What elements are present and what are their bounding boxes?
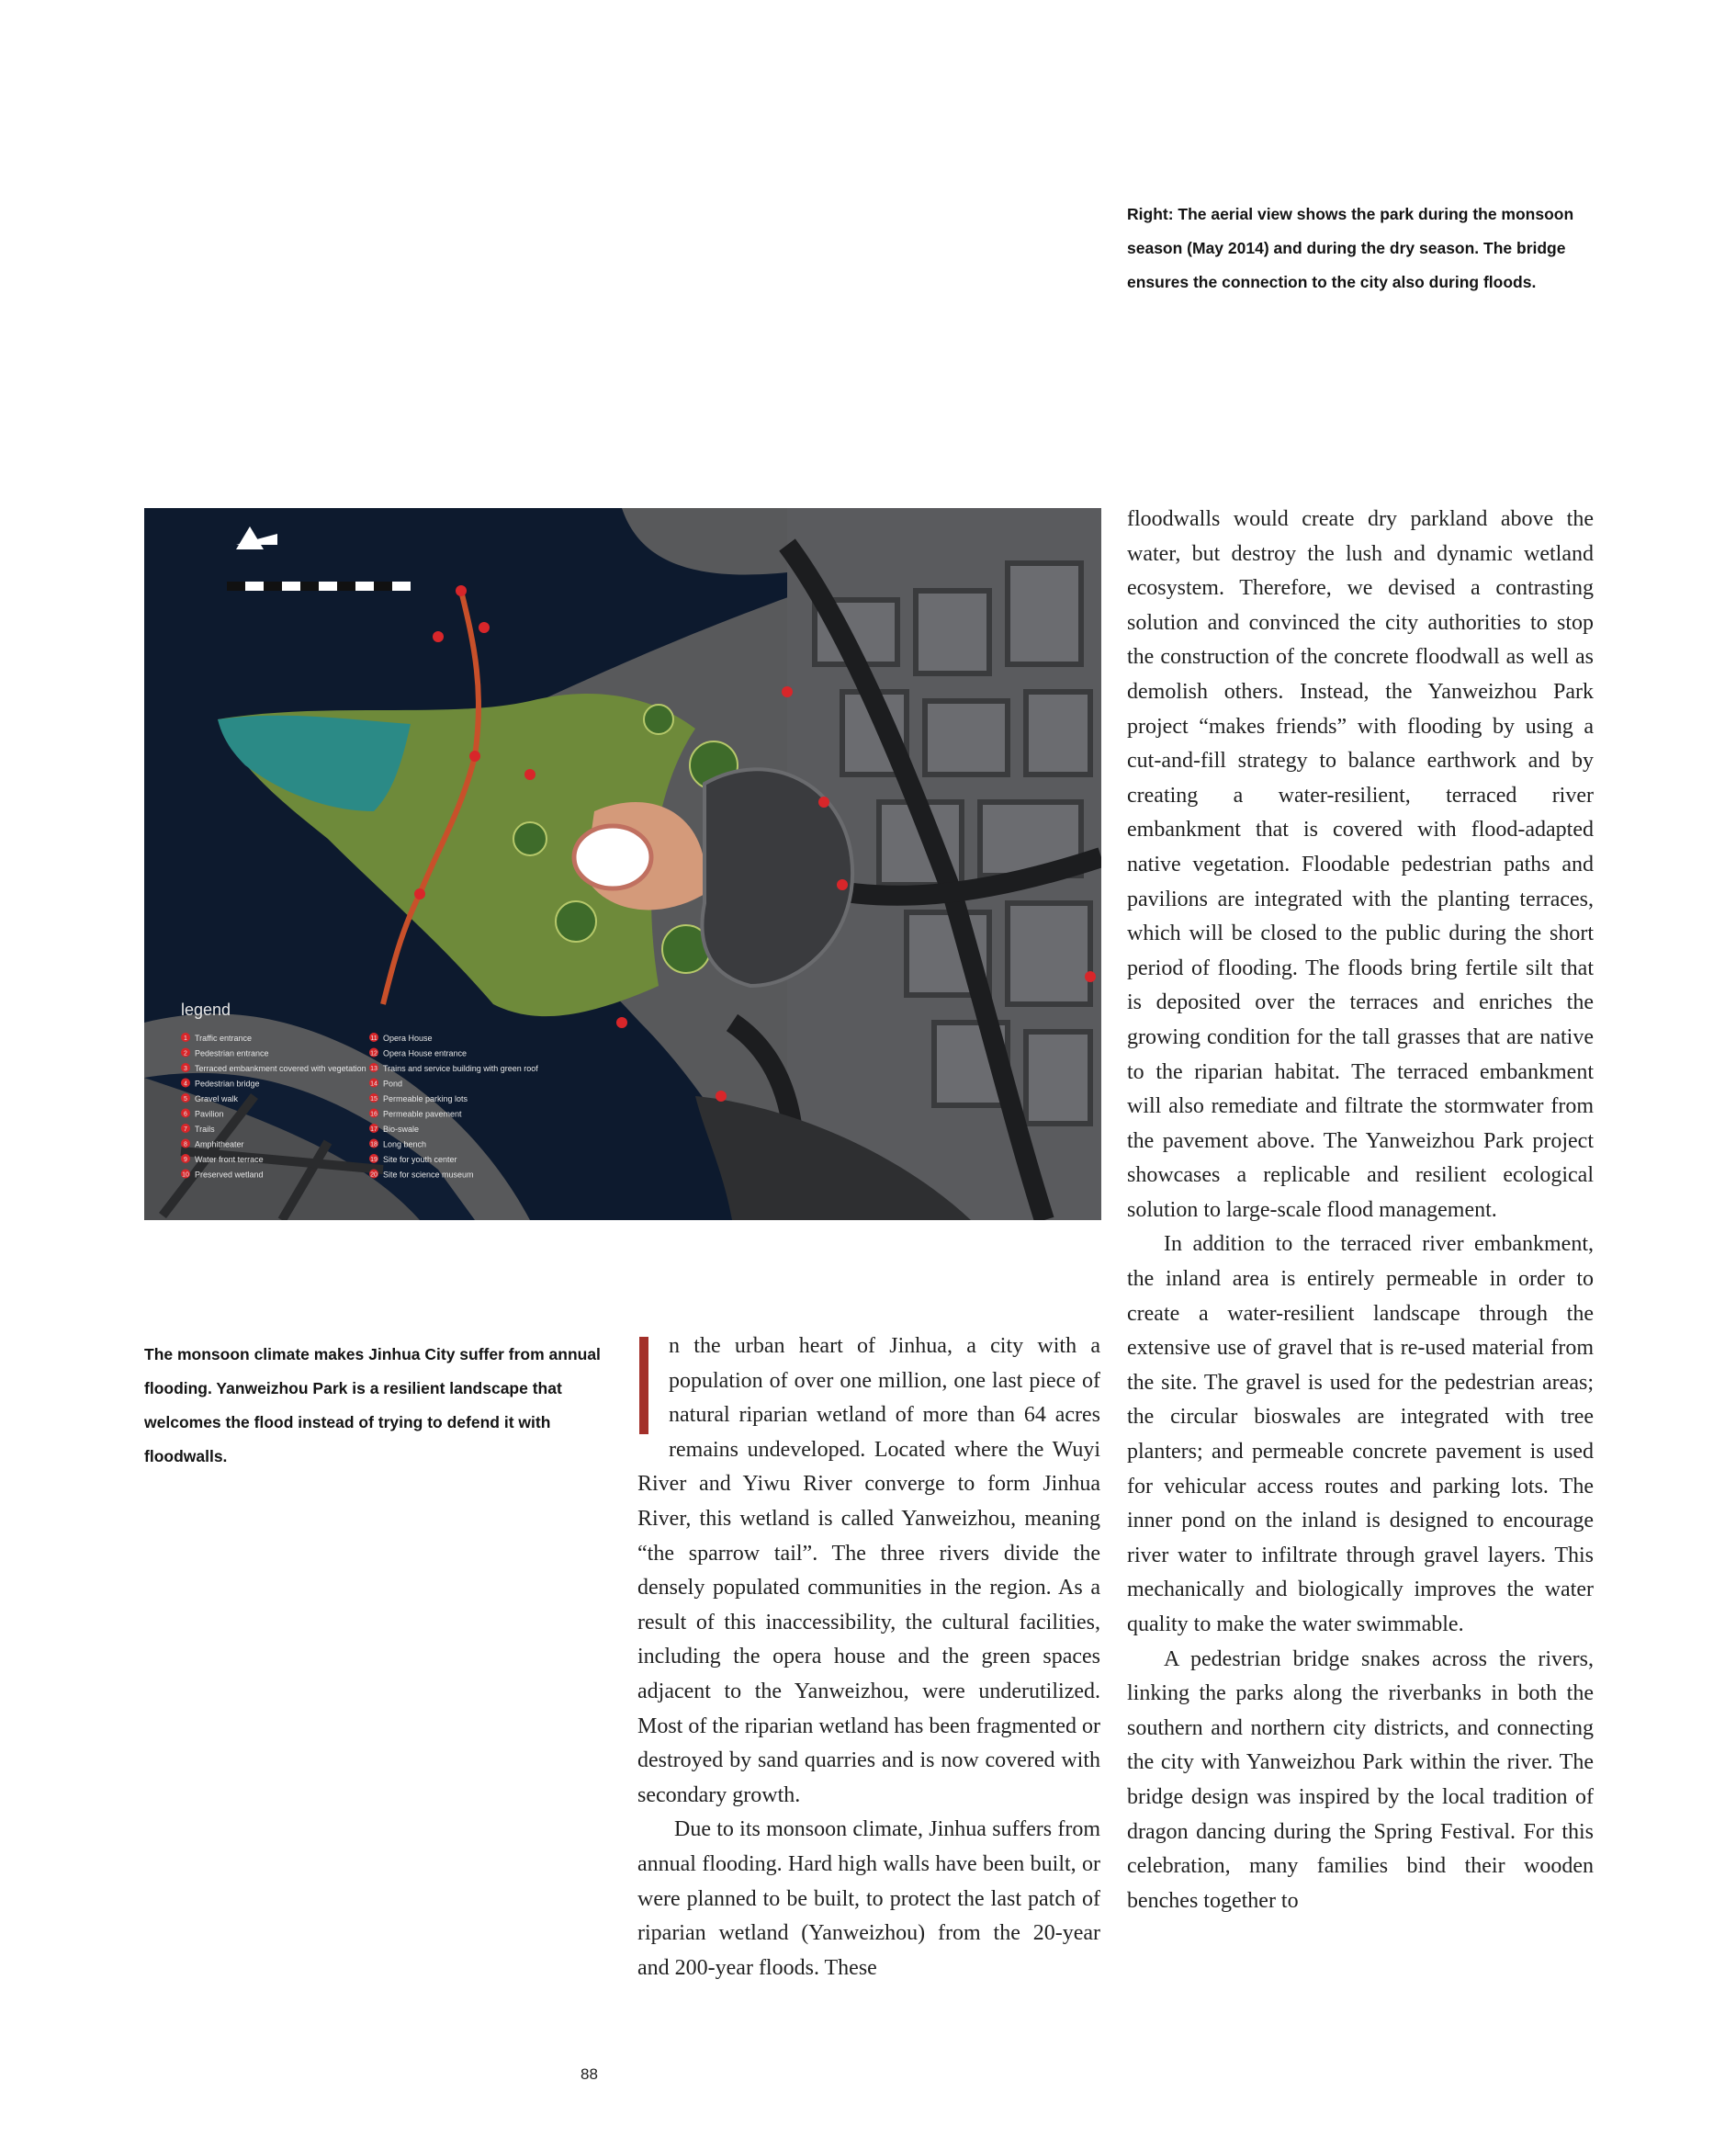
legend-label: Site for youth center bbox=[383, 1155, 457, 1164]
legend-label: Pedestrian bridge bbox=[195, 1079, 260, 1089]
legend-number: 9 bbox=[184, 1157, 187, 1163]
legend-number: 3 bbox=[184, 1066, 187, 1072]
paragraph bbox=[637, 1329, 1100, 1813]
legend-label: Site for science museum bbox=[383, 1170, 474, 1180]
legend-number: 11 bbox=[370, 1035, 378, 1042]
legend-number: 6 bbox=[184, 1111, 187, 1118]
legend-label: Long bench bbox=[383, 1139, 427, 1149]
legend-label: Bio-swale bbox=[383, 1125, 420, 1134]
legend-number: 14 bbox=[370, 1080, 378, 1088]
legend-number: 5 bbox=[184, 1096, 187, 1103]
legend-label: Trains and service building with green roof bbox=[383, 1064, 538, 1073]
legend-label: Pavilion bbox=[195, 1109, 224, 1119]
legend-label: Opera House entrance bbox=[383, 1048, 468, 1058]
legend-number: 2 bbox=[184, 1050, 187, 1058]
figure-caption-right: Right: The aerial view shows the park during the monsoon season (May 2014) and during the dry season. The bridge ensures the connection to the city also during floods. bbox=[1127, 205, 1574, 291]
legend-number: 4 bbox=[184, 1080, 187, 1088]
legend-number: 17 bbox=[370, 1126, 378, 1133]
site-plan-image bbox=[144, 508, 1101, 1220]
legend-label: Water front terrace bbox=[195, 1155, 264, 1164]
legend-label: Preserved wetland bbox=[195, 1170, 264, 1180]
legend-label: Pond bbox=[383, 1079, 403, 1089]
paragraph: Due to its monsoon climate, Jinhua suffers from annual flooding. Hard high walls have been built, or were planned to be built, to protect the last patch of riparian wetland (Yanweizhou) from the 20-year and 200-year floods. These bbox=[637, 1817, 1100, 1980]
body-column-right bbox=[1127, 503, 1594, 1918]
page-number: 88 bbox=[581, 2065, 598, 2083]
legend-number: 10 bbox=[182, 1171, 189, 1179]
legend-label: Terraced embankment covered with vegetation bbox=[195, 1064, 366, 1073]
legend-number: 20 bbox=[370, 1171, 378, 1179]
opera-house bbox=[574, 826, 651, 888]
paragraph: floodwalls would create dry parkland above the water, but destroy the lush and dynamic wetland ecosystem. Therefore, we devised a contrasting solution and convinced the city authorities to stop the construction of the concrete floodwall as well as demolish others. Instead, the Yanweizhou Park project “makes friends” with flooding by using a cut-and-fill strategy to balance earthwork and by creating a water-resilient, terraced river embankment that is covered with flood-adapted native vegetation. Floodable pedestrian paths and pavilions are integrated with the planting terraces, which will be closed to the public during the short period of flooding. The floods bring fertile silt that is deposited over the terraces and enriches the growing condition for the tall grasses that are native to the riparian habitat. The terraced embankment will also remediate and filtrate the stormwater from the pavement above. The Yanweizhou Park project showcases a replicable and resilient ecological solution to large-scale flood management. bbox=[1127, 507, 1594, 1222]
figure-caption-left: The monsoon climate makes Jinhua City suffer from annual flooding. Yanweizhou Park is a resilient landscape that welcomes the flood instead of trying to defend it with floodwalls. bbox=[144, 1345, 601, 1465]
legend-number: 15 bbox=[370, 1096, 378, 1103]
legend-title: legend bbox=[181, 1001, 231, 1019]
legend-number: 7 bbox=[184, 1126, 187, 1133]
paragraph-text: n the urban heart of Jinhua, a city with a population of over one million, one last piece of natural riparian wetland of more than 64 acres remains undeveloped. Located where the Wuyi River and Yiwu River converge to form Jinhua River, this wetland is called Yanweizhou, meaning “the sparrow tail”. The three rivers divide the densely populated communities in the region. As a result of this inaccessibility, the cultural facilities, including the opera house and the green spaces adjacent to the Yanweizhou, were underutilized. Most of the riparian wetland has been fragmented or destroyed by sand quarries and is now covered with secondary growth. bbox=[637, 1334, 1100, 1807]
drop-cap-marker bbox=[639, 1337, 648, 1434]
legend-number: 19 bbox=[370, 1157, 378, 1163]
paragraph: In addition to the terraced river embankment, the inland area is entirely permeable in order to create a water-resilient landscape through the extensive use of gravel that is re-used material from the site. The gravel is used for the pedestrian areas; the circular bioswales are integrated with tree planters; and permeable concrete pavement is used for vehicular access routes and parking lots. The inner pond on the inland is designed to encourage river water to infiltrate through gravel layers. This mechanically and biologically improves the water quality to make the water swimmable. bbox=[1127, 1232, 1594, 1636]
legend-label: Pedestrian entrance bbox=[195, 1048, 269, 1058]
legend-label: Permeable pavement bbox=[383, 1109, 462, 1119]
legend-number: 13 bbox=[370, 1066, 378, 1072]
legend-number: 1 bbox=[184, 1035, 187, 1042]
legend-label: Trails bbox=[195, 1125, 215, 1134]
legend-label: Permeable parking lots bbox=[383, 1094, 468, 1103]
legend-label: Gravel walk bbox=[195, 1094, 239, 1103]
legend-number: 16 bbox=[370, 1111, 378, 1118]
legend-label: Traffic entrance bbox=[195, 1034, 253, 1043]
body-column-middle bbox=[637, 1329, 1100, 1985]
legend-label: Opera House bbox=[383, 1034, 433, 1043]
legend-number: 8 bbox=[184, 1141, 187, 1148]
legend-label: Amphitheater bbox=[195, 1139, 244, 1149]
legend-number: 12 bbox=[370, 1050, 378, 1058]
paragraph: A pedestrian bridge snakes across the rivers, linking the parks along the riverbanks in both the southern and northern city districts, and connecting the city with Yanweizhou Park within the river. The bridge design was inspired by the local tradition of dragon dancing during the Spring Festival. For this celebration, many families bind their wooden benches together to bbox=[1127, 1646, 1594, 1913]
legend-number: 18 bbox=[370, 1141, 378, 1148]
